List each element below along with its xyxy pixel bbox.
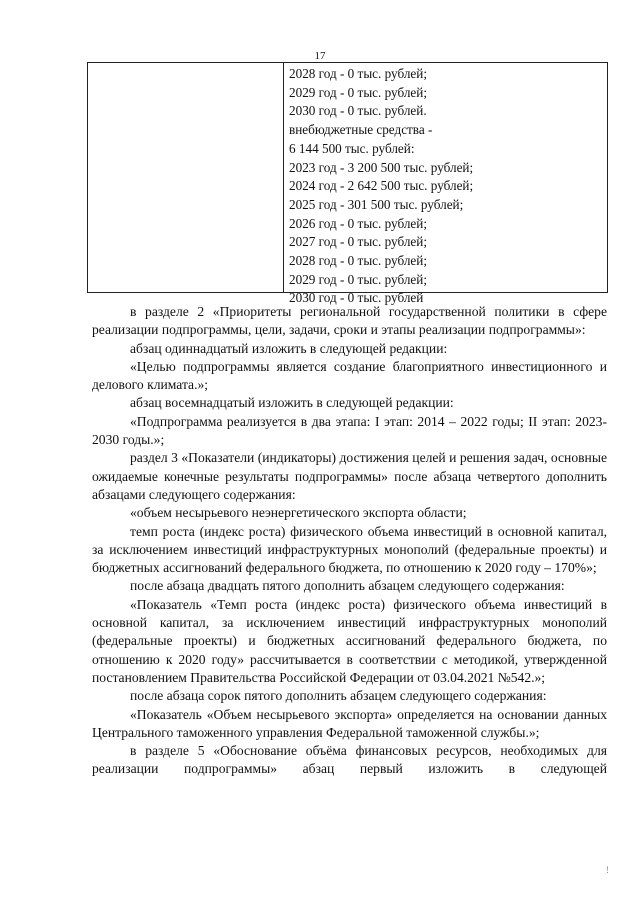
- finance-line: 2030 год - 0 тыс. рублей: [289, 290, 424, 306]
- finance-line: 2028 год - 0 тыс. рублей;: [289, 66, 427, 81]
- paragraph-quote: «объем несырьевого неэнергетического экспорта области;: [130, 505, 467, 521]
- finance-line: внебюджетные средства -: [289, 122, 433, 138]
- page-number: 17: [314, 50, 326, 62]
- paragraph-section-3: раздел 3 «Показатели (индикаторы) достижения целей и решения задач, основные ожидаемые конечные результаты подпрограммы» после абзаца четвертого дополнить абзацами следующего содержания:: [92, 450, 607, 502]
- paragraph-instruction: после абзаца сорок пятого дополнить абзацем следующего содержания:: [130, 688, 547, 704]
- finance-line: 2029 год - 0 тыс. рублей;: [289, 271, 427, 287]
- finance-line: 2025 год - 301 500 тыс. рублей;: [289, 196, 464, 212]
- paragraph-quote: «Подпрограмма реализуется в два этапа: I этап: 2014 – 2022 годы; II этап: 2023-2030 годы.»;: [92, 413, 607, 448]
- document-body: [92, 303, 607, 779]
- finance-line: 2028 год - 0 тыс. рублей;: [289, 253, 427, 269]
- paragraph-section-5: в разделе 5 «Обоснование объёма финансовых ресурсов, необходимых для реализации подпрограммы» абзац первый изложить в следующей: [92, 743, 607, 777]
- finance-line: 6 144 500 тыс. рублей:: [289, 140, 415, 156]
- finance-line: 2024 год - 2 642 500 тыс. рублей;: [289, 178, 474, 194]
- table-finance-cell: [289, 65, 603, 308]
- table-empty-cell: [88, 63, 284, 292]
- finance-line: 2030 год - 0 тыс. рублей.: [289, 103, 427, 119]
- finance-line: 2027 год - 0 тыс. рублей;: [289, 234, 427, 250]
- paragraph-section-2: в разделе 2 «Приоритеты региональной государственной политики в сфере реализации подпрограммы, цели, задачи, сроки и этапы реализации подпрограммы»:: [92, 304, 607, 338]
- scan-edge-mark: !: [606, 865, 609, 875]
- paragraph-instruction: абзац одиннадцатый изложить в следующей редакции:: [130, 340, 448, 356]
- paragraph-instruction: абзац восемнадцатый изложить в следующей редакции:: [130, 395, 454, 411]
- paragraph-quote: «Показатель «Объем несырьевого экспорта» определяется на основании данных Центрального таможенного управления Федеральной таможенной службы.»;: [92, 706, 607, 740]
- paragraph-quote: «Целью подпрограммы является создание благоприятного инвестиционного и делового климата.»;: [92, 358, 607, 393]
- paragraph-instruction: после абзаца двадцать пятого дополнить абзацем следующего содержания:: [130, 578, 565, 594]
- finance-line: 2026 год - 0 тыс. рублей;: [289, 215, 427, 231]
- finance-line: 2023 год - 3 200 500 тыс. рублей;: [289, 159, 474, 175]
- paragraph-quote: темп роста (индекс роста) физического объема инвестиций в основной капитал, за исключением инвестиций инфраструктурных монополий (федеральные проекты) и бюджетных ассигнований федерального бюджета, по отношению к 2020 году – 170%»;: [92, 523, 607, 576]
- paragraph-quote: «Показатель «Темп роста (индекс роста) физического объема инвестиций в основной капитал, за исключением инвестиций инфраструктурных монополий (федеральные проекты) и бюджетных ассигнований федерального бюджета, по отношению к 2020 году» рассчитывается в соответствии с методикой, утвержденной постановлением Правительства Российской Федерации от 03.04.2021 №542.»;: [92, 596, 607, 685]
- finance-table: [87, 62, 608, 306]
- finance-line: 2029 год - 0 тыс. рублей;: [289, 84, 427, 100]
